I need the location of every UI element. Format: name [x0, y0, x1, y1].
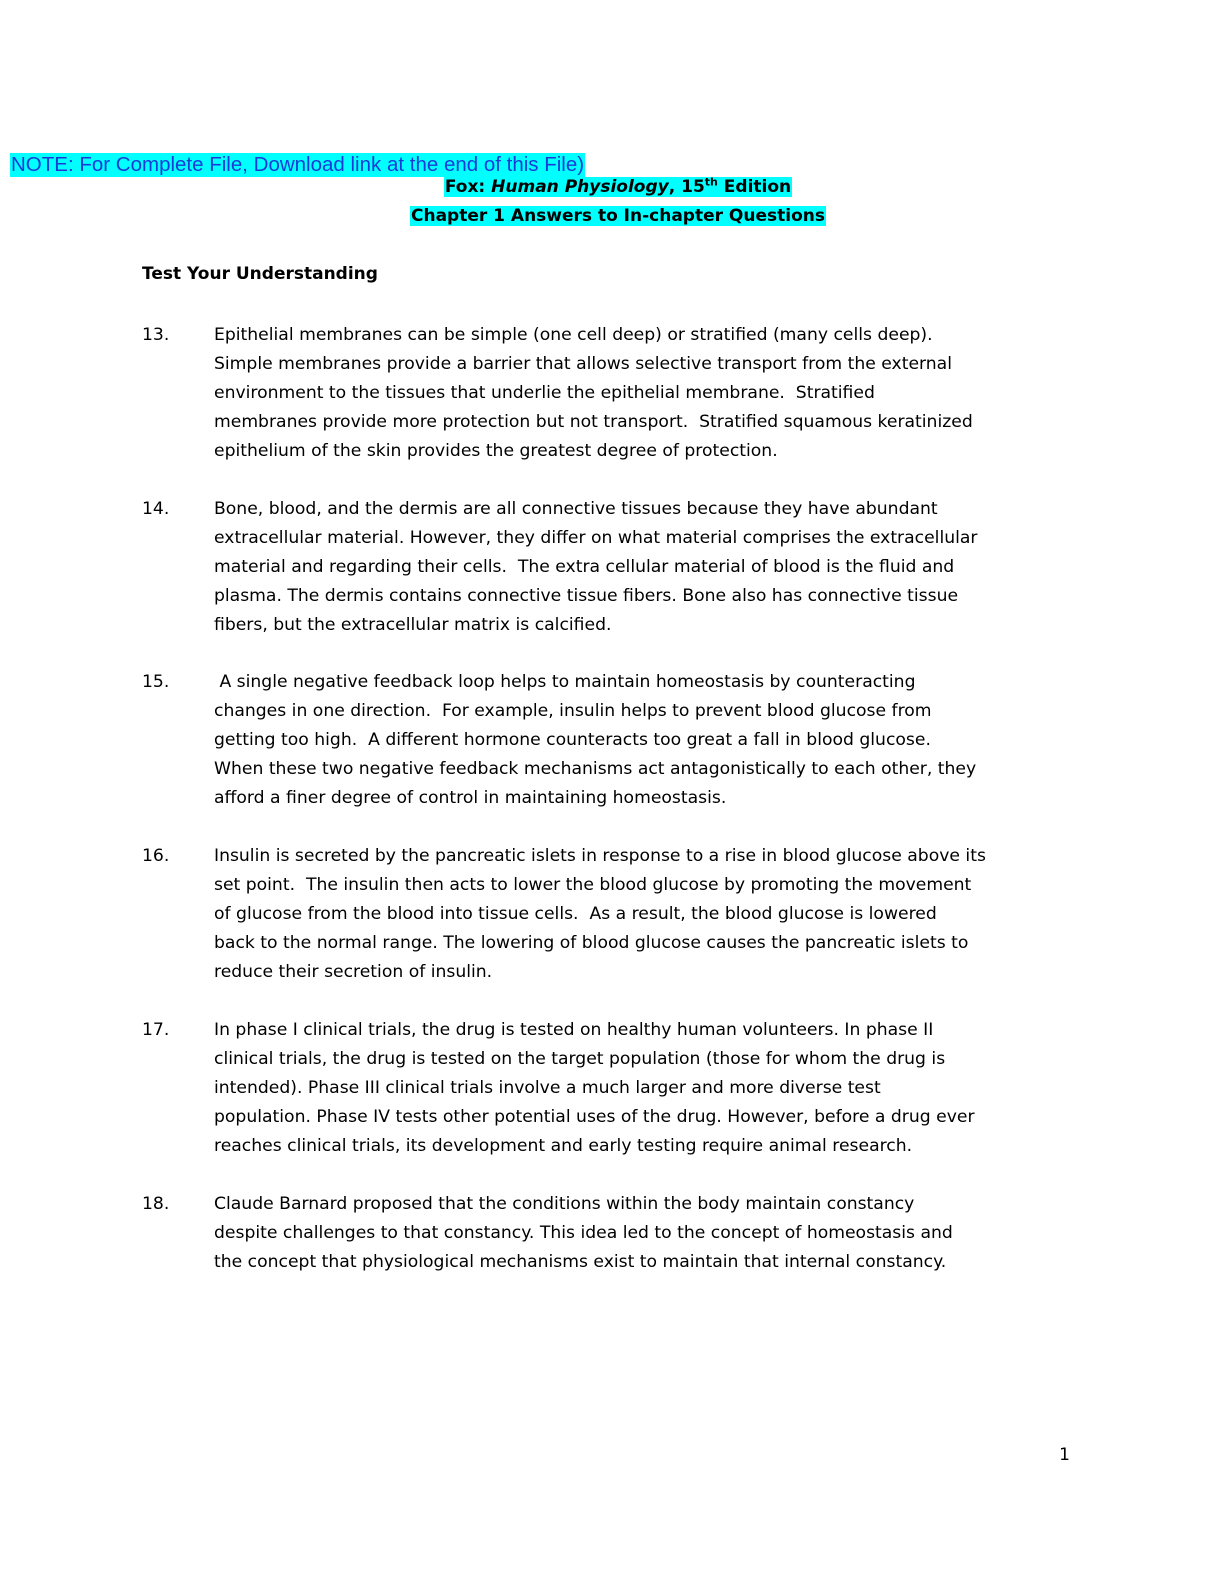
answer-line: When these two negative feedback mechanisms act antagonistically to each other, they	[214, 759, 977, 779]
page-number: 1	[1059, 1445, 1070, 1465]
answer-line: Insulin is secreted by the pancreatic islets in response to a rise in blood glucose above its	[214, 846, 986, 866]
answer-line: set point. The insulin then acts to lower the blood glucose by promoting the movement	[214, 875, 972, 895]
book-title-line	[0, 175, 1224, 199]
answer-text	[214, 1016, 1082, 1161]
edition-word: Edition	[717, 177, 792, 197]
answer-line: Bone, blood, and the dermis are all connective tissues because they have abundant	[214, 499, 938, 519]
answer-text	[214, 1190, 1082, 1277]
question-number: 16.	[142, 846, 170, 866]
answer-line: Epithelial membranes can be simple (one cell deep) or stratified (many cells deep).	[214, 325, 933, 345]
answer-line: epithelium of the skin provides the greatest degree of protection.	[214, 441, 778, 461]
download-note-banner: NOTE: For Complete File, Download link at the end of this File)	[11, 153, 585, 176]
answer-line: despite challenges to that constancy. This idea led to the concept of homeostasis and	[214, 1223, 953, 1243]
title-comma: ,	[668, 177, 682, 197]
answer-line: A single negative feedback loop helps to maintain homeostasis by counteracting	[214, 672, 916, 692]
chapter-subtitle: Chapter 1 Answers to In-chapter Questions	[410, 206, 825, 226]
edition-number: 15	[681, 177, 705, 197]
question-number: 14.	[142, 499, 170, 519]
answer-line: reaches clinical trials, its development and early testing require animal research.	[214, 1136, 913, 1156]
answer-line: intended). Phase III clinical trials involve a much larger and more diverse test	[214, 1078, 881, 1098]
answer-text	[214, 668, 1082, 813]
answer-line: membranes provide more protection but not transport. Stratified squamous keratinized	[214, 412, 973, 432]
question-number: 18.	[142, 1194, 170, 1214]
answer-line: changes in one direction. For example, insulin helps to prevent blood glucose from	[214, 701, 932, 721]
answer-line: Simple membranes provide a barrier that allows selective transport from the external	[214, 354, 952, 374]
answer-line: environment to the tissues that underlie the epithelial membrane. Stratified	[214, 383, 875, 403]
edition-suffix: th	[704, 175, 718, 189]
answer-text	[214, 495, 1082, 640]
answer-line: getting too high. A different hormone counteracts too great a fall in blood glucose.	[214, 730, 931, 750]
answer-line: clinical trials, the drug is tested on the target population (those for whom the drug is	[214, 1049, 946, 1069]
question-number: 17.	[142, 1020, 170, 1040]
title-prefix: Fox:	[444, 177, 492, 197]
answer-line: plasma. The dermis contains connective tissue fibers. Bone also has connective tissue	[214, 586, 959, 606]
answer-line: the concept that physiological mechanisms exist to maintain that internal constancy.	[214, 1252, 947, 1272]
answer-line: population. Phase IV tests other potential uses of the drug. However, before a drug ever	[214, 1107, 975, 1127]
chapter-subtitle-line	[0, 204, 1224, 228]
book-title: Human Physiology	[491, 177, 669, 197]
answer-line: afford a finer degree of control in maintaining homeostasis.	[214, 788, 727, 808]
answer-line: Claude Barnard proposed that the conditions within the body maintain constancy	[214, 1194, 915, 1214]
answer-line: of glucose from the blood into tissue cells. As a result, the blood glucose is lowered	[214, 904, 937, 924]
answer-line: extracellular material. However, they differ on what material comprises the extracellular	[214, 528, 978, 548]
question-number: 13.	[142, 325, 170, 345]
answer-text	[214, 321, 1082, 466]
answer-text	[214, 842, 1082, 987]
answer-line: reduce their secretion of insulin.	[214, 962, 493, 982]
answer-line: material and regarding their cells. The extra cellular material of blood is the fluid and	[214, 557, 955, 577]
answer-line: back to the normal range. The lowering of blood glucose causes the pancreatic islets to	[214, 933, 969, 953]
answer-line: fibers, but the extracellular matrix is calcified.	[214, 615, 612, 635]
answer-line: In phase I clinical trials, the drug is tested on healthy human volunteers. In phase II	[214, 1020, 934, 1040]
question-number: 15.	[142, 672, 170, 692]
section-heading: Test Your Understanding	[142, 264, 378, 284]
